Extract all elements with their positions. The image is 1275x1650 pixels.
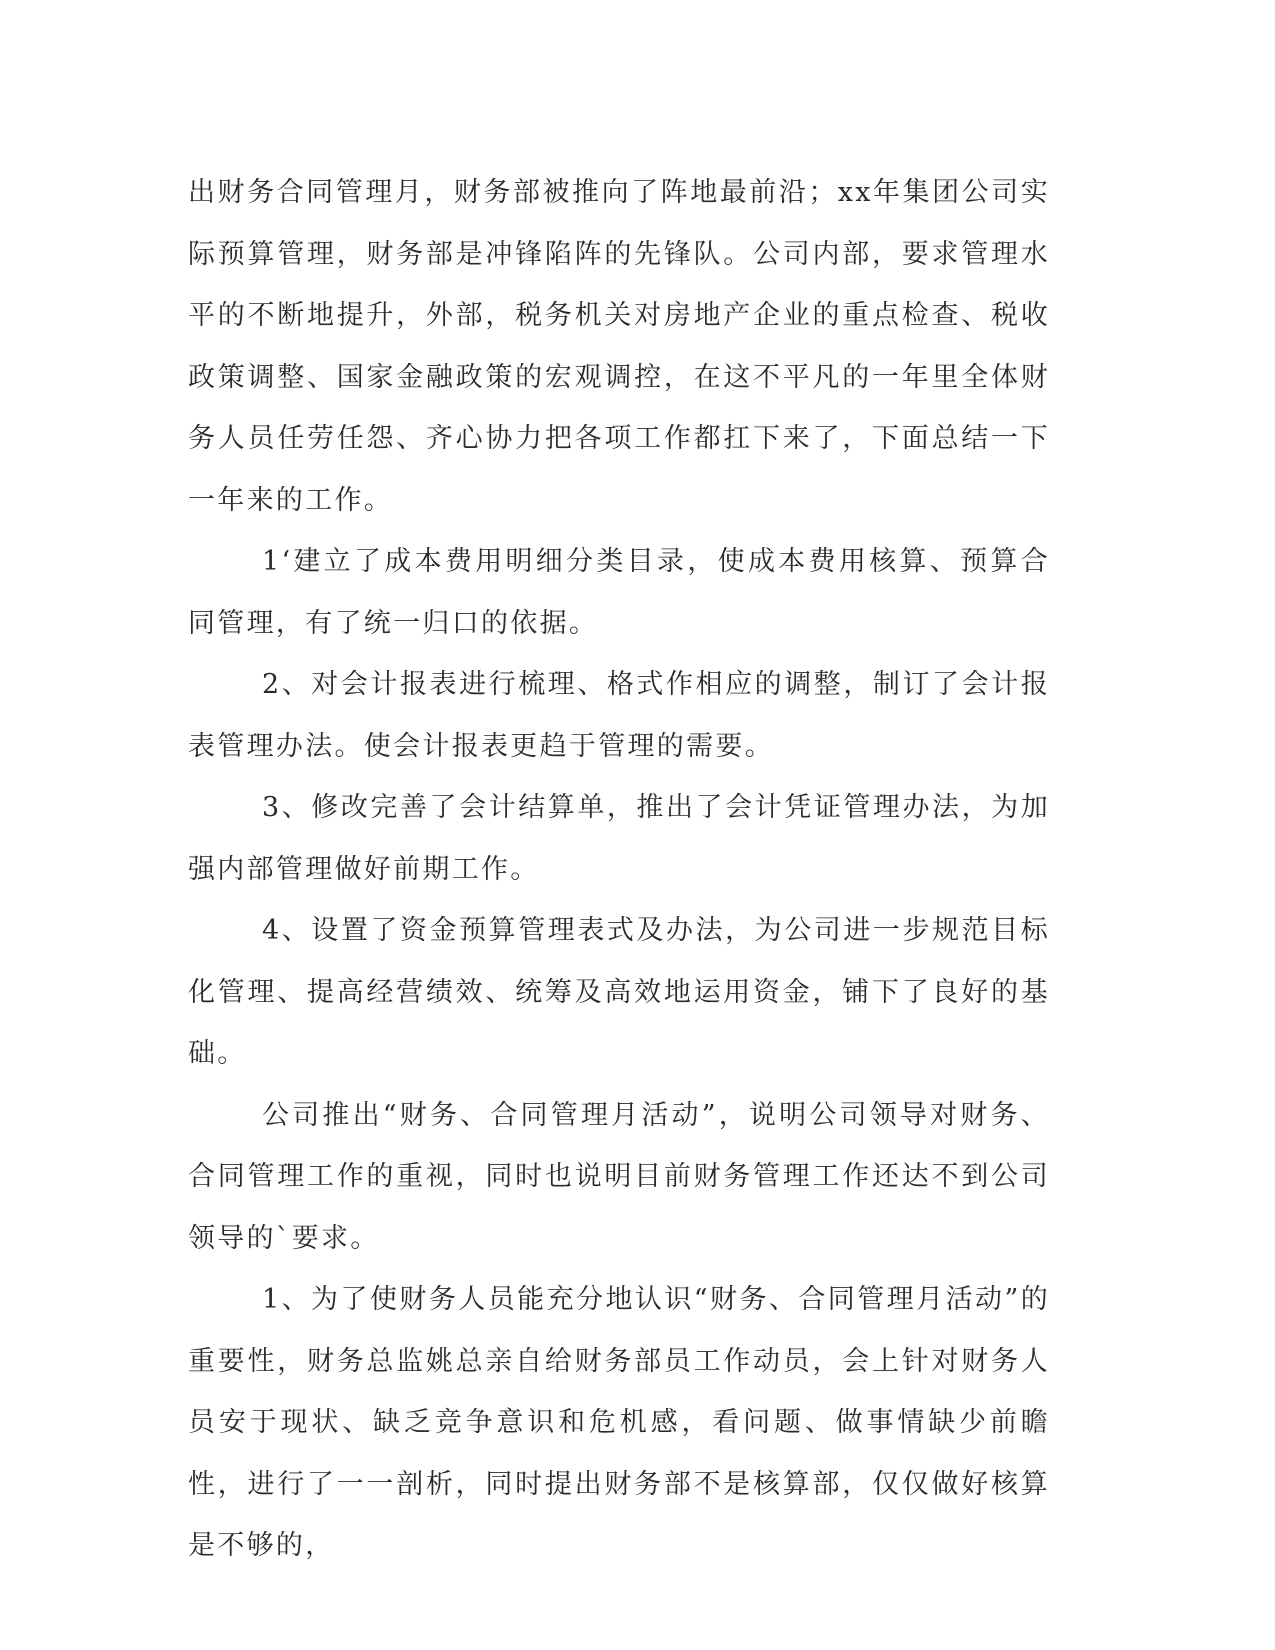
paragraph-item-1: 1‘建立了成本费用明细分类目录，使成本费用核算、预算合同管理，有了统一归口的依据。 [188,546,1050,639]
paragraph-item-3: 3、修改完善了会计结算单，推出了会计凭证管理办法，为加强内部管理做好前期工作。 [188,792,1050,885]
paragraph-item-2: 2、对会计报表进行梳理、格式作相应的调整，制订了会计报表管理办法。使会计报表更趋于管理的需要。 [188,669,1050,762]
paragraph-item-4: 4、设置了资金预算管理表式及办法，为公司进一步规范目标化管理、提高经营绩效、统筹及高效地运用资金，铺下了良好的基础。 [188,915,1050,1069]
paragraph-activity-item-1: 1、为了使财务人员能充分地认识“财务、合同管理月活动”的重要性，财务总监姚总亲自给财务部员工作动员，会上针对财务人员安于现状、缺乏竞争意识和危机感，看问题、做事情缺少前瞻性，进行了一一剖析，同时提出财务部不是核算部，仅仅做好核算是不够的， [188,1284,1050,1561]
paragraph-intro: 出财务合同管理月，财务部被推向了阵地最前沿；xx年集团公司实际预算管理，财务部是冲锋陷阵的先锋队。公司内部，要求管理水平的不断地提升，外部，税务机关对房地产企业的重点检查、税收政策调整、国家金融政策的宏观调控，在这不平凡的一年里全体财务人员任劳任怨、齐心协力把各项工作都扛下来了，下面总结一下一年来的工作。 [188,177,1050,516]
paragraph-activity: 公司推出“财务、合同管理月活动”，说明公司领导对财务、合同管理工作的重视，同时也说明目前财务管理工作还达不到公司领导的`要求。 [188,1099,1050,1254]
document-body [188,162,1050,1577]
